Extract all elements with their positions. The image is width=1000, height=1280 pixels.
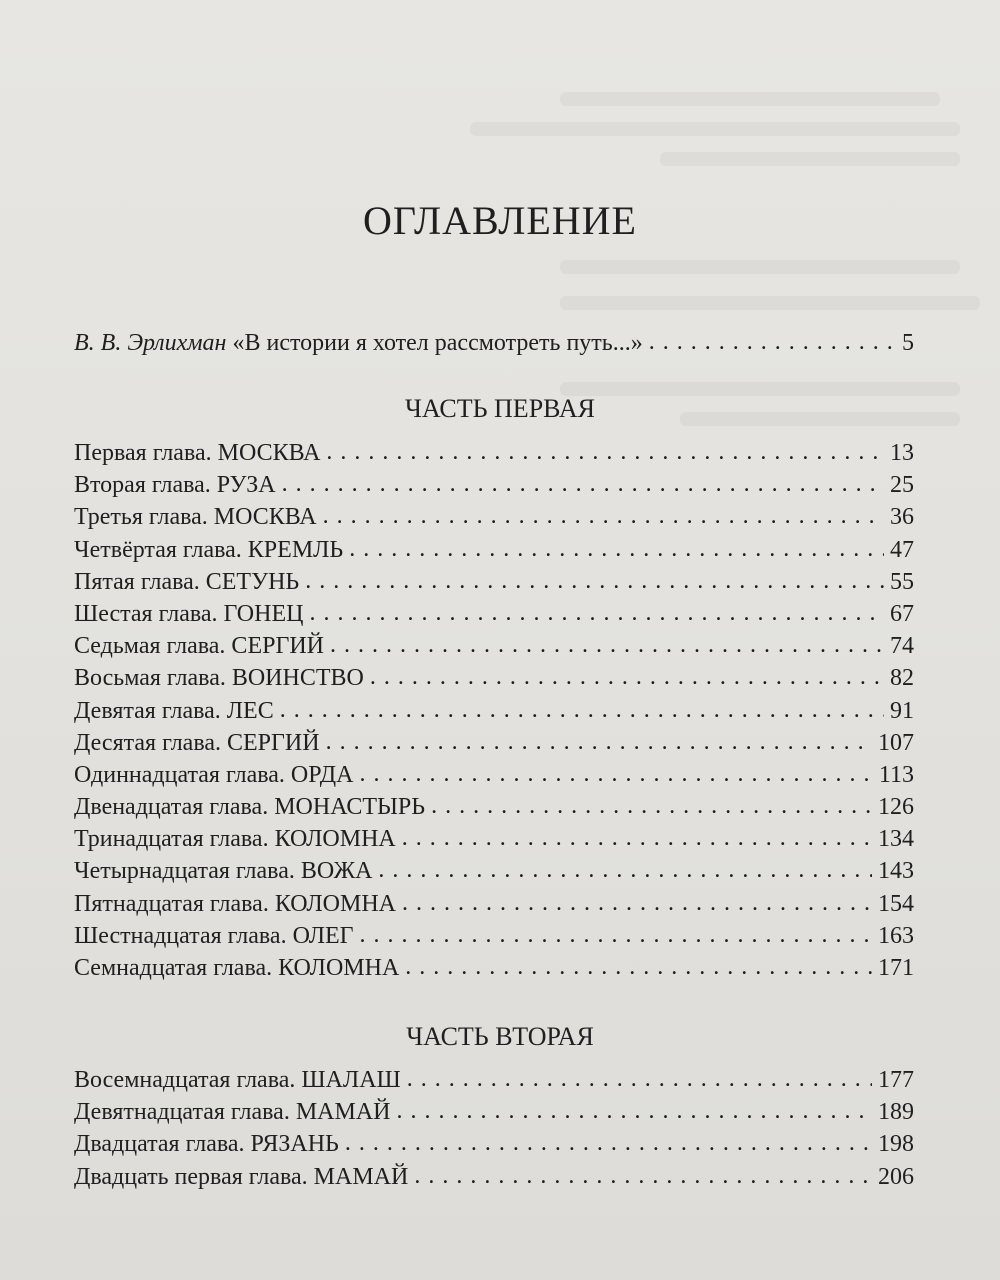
page-number: 91 [890,697,914,724]
toc-entry[interactable] [74,598,914,630]
toc-entry[interactable] [74,1096,914,1128]
dot-leader [330,629,884,661]
toc-entry[interactable] [74,630,914,662]
dot-leader [405,951,872,983]
chapter-label: Четырнадцатая глава. ВОЖА [74,858,373,885]
chapter-label: Первая глава. МОСКВА [74,440,321,466]
dot-leader [414,1160,872,1192]
chapter-label: Девятая глава. ЛЕС [74,697,274,724]
toc-entry[interactable] [74,534,914,566]
toc-entry[interactable] [74,920,914,952]
page-number: 126 [878,794,914,821]
toc-entry[interactable] [74,759,914,791]
page-number: 55 [890,568,914,595]
intro-author: В. В. Эрлихман [74,330,227,356]
toc-entry[interactable] [74,823,914,855]
toc-entry[interactable] [74,469,914,501]
toc-entry[interactable] [74,695,914,727]
toc-entry[interactable] [74,437,914,469]
chapter-label: Четвёртая глава. КРЕМЛЬ [74,536,344,563]
toc-entry[interactable] [74,888,914,920]
page-title: ОГЛАВЛЕНИЕ [363,197,637,243]
chapter-label: Пятнадцатая глава. КОЛОМНА [74,890,396,917]
dot-leader [349,533,884,565]
chapter-label: Одиннадцатая глава. ОРДА [74,761,354,788]
dot-leader [360,919,872,951]
dot-leader [407,1063,872,1095]
toc-entry[interactable] [74,1064,914,1096]
page-number: 177 [878,1067,914,1093]
dot-leader [402,822,872,854]
toc-entry[interactable] [74,791,914,823]
page-number: 189 [878,1099,914,1126]
chapter-label: Восемнадцатая глава. ШАЛАШ [74,1067,401,1093]
chapter-label: Десятая глава. СЕРГИЙ [74,729,320,756]
part-1-title: ЧАСТЬ ПЕРВАЯ [405,394,595,423]
intro-text: «В истории я хотел рассмотреть путь...» [232,330,643,356]
chapter-label: Пятая глава. СЕТУНЬ [74,568,300,595]
toc-entry[interactable] [74,952,914,984]
page-number: 143 [878,858,914,885]
page-number: 13 [890,440,914,466]
page-number: 74 [890,633,914,660]
dot-leader [359,758,872,790]
page-number: 198 [878,1131,914,1158]
page-number: 47 [890,536,914,563]
toc-entry[interactable] [74,501,914,533]
part-2-chapter-list [74,1064,914,1193]
dot-leader [649,329,896,356]
page-number: 171 [878,955,914,981]
chapter-label: Шестнадцатая глава. ОЛЕГ [74,922,354,949]
intro-page-number: 5 [902,330,914,356]
chapter-label: Двадцать первая глава. МАМАЙ [74,1163,409,1190]
dot-leader [282,468,884,500]
page-number: 36 [890,504,914,531]
page-number: 113 [878,761,914,788]
page-number: 67 [890,600,914,627]
dot-leader [431,790,872,822]
toc-entry[interactable] [74,855,914,887]
page-number: 25 [890,472,914,499]
chapter-label: Девятнадцатая глава. МАМАЙ [74,1099,391,1126]
page-number: 206 [878,1163,914,1190]
dot-leader [326,726,872,758]
dot-leader [345,1127,872,1159]
toc-entry[interactable] [74,566,914,598]
dot-leader [309,597,884,629]
dot-leader [378,854,872,886]
part-2-title: ЧАСТЬ ВТОРАЯ [406,1022,594,1051]
page-number: 82 [890,665,914,692]
toc-entry[interactable] [74,1161,914,1193]
toc-intro-entry[interactable] [74,330,914,357]
chapter-label: Восьмая глава. ВОИНСТВО [74,665,364,692]
chapter-label: Третья глава. МОСКВА [74,504,317,531]
toc-entry[interactable] [74,727,914,759]
chapter-label: Шестая глава. ГОНЕЦ [74,600,304,627]
page-number: 163 [878,922,914,949]
chapter-label: Тринадцатая глава. КОЛОМНА [74,826,396,853]
part-1-chapter-list [74,437,914,984]
dot-leader [397,1095,872,1127]
page-number: 107 [878,729,914,756]
chapter-label: Седьмая глава. СЕРГИЙ [74,633,324,660]
toc-entry[interactable] [74,1128,914,1160]
dot-leader [280,694,884,726]
chapter-label: Семнадцатая глава. КОЛОМНА [74,955,400,981]
dot-leader [323,500,884,532]
chapter-label: Двадцатая глава. РЯЗАНЬ [74,1131,339,1158]
chapter-label: Вторая глава. РУЗА [74,472,276,499]
toc-entry[interactable] [74,662,914,694]
dot-leader [326,436,884,468]
chapter-label: Двенадцатая глава. МОНАСТЫРЬ [74,794,426,821]
page-number: 134 [878,826,914,853]
dot-leader [370,661,884,693]
dot-leader [402,887,872,919]
page-number: 154 [878,890,914,917]
dot-leader [305,565,884,597]
